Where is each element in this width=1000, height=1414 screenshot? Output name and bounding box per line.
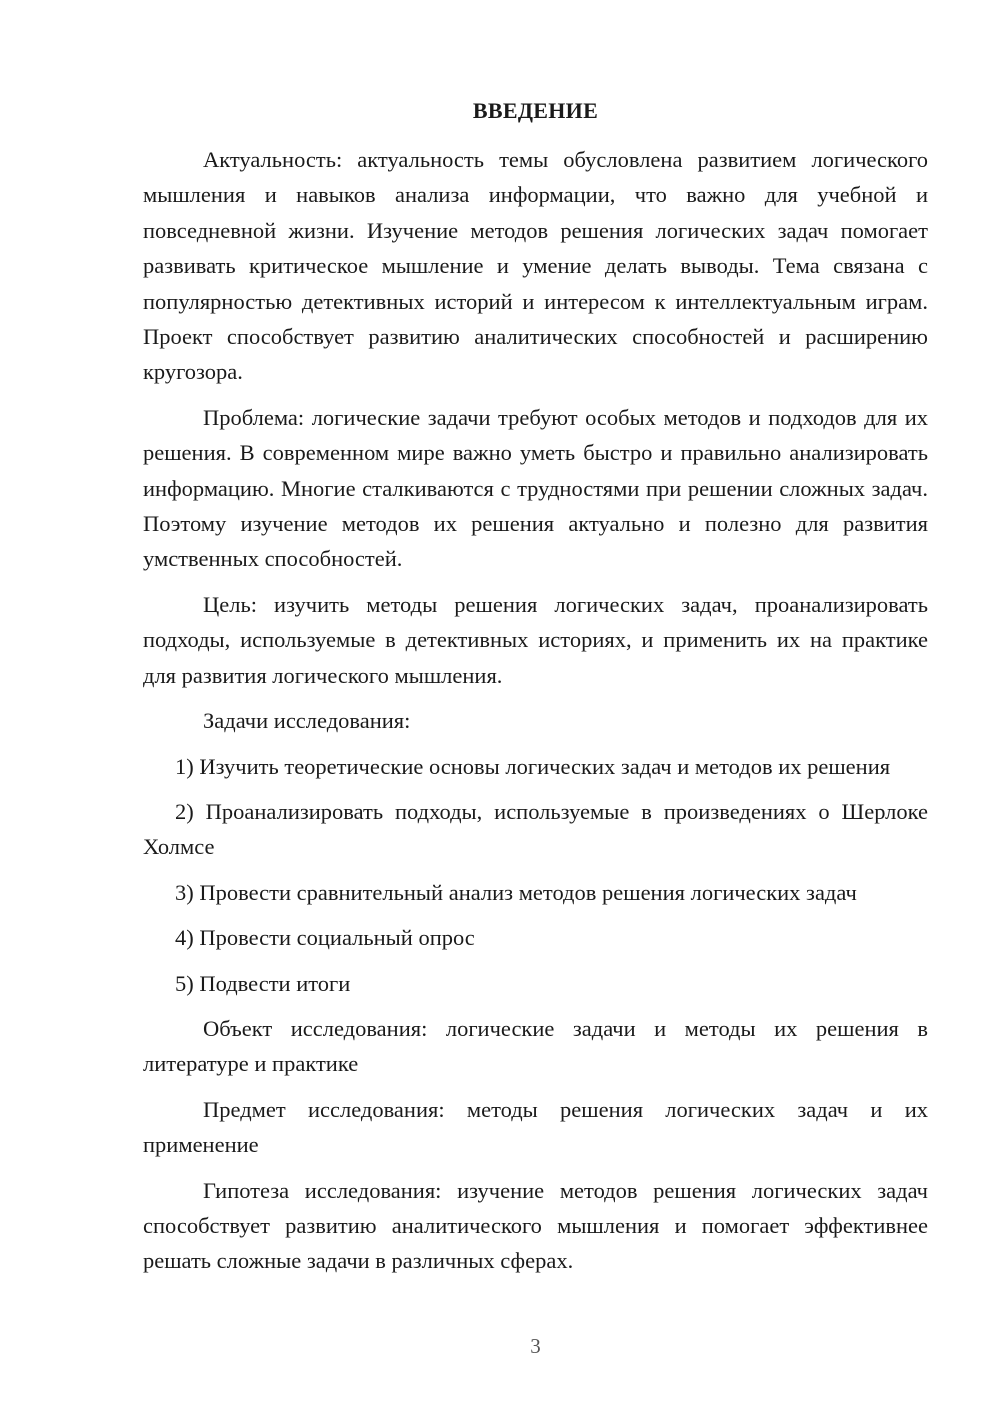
page-number: 3 — [530, 1334, 541, 1358]
paragraph-relevance: Актуальность: актуальность темы обусловлена развитием логического мышления и навыков анализа информации, что важно для учебной и повседневной жизни. Изучение методов решения логических задач помогает развивать критическое мышление и умение делать выводы. Тема связана с популярностью детективных историй и интересом к интеллектуальным играм. Проект способствует развитию аналитических способностей и расширению кругозора. — [143, 147, 928, 385]
paragraph-hypothesis: Гипотеза исследования: изучение методов решения логических задач способствует развитию аналитического мышления и помогает эффективнее решать сложные задачи в различных сферах. — [143, 1177, 928, 1274]
document-page — [143, 0, 928, 1414]
task-item-3: 3) Провести сравнительный анализ методов решения логических задач — [175, 879, 857, 905]
page-title: ВВЕДЕНИЕ — [472, 98, 599, 123]
task-item-2: 2) Проанализировать подходы, используемые в произведениях о Шерлоке Холмсе — [143, 798, 928, 860]
paragraph-problem: Проблема: логические задачи требуют особых методов и подходов для их решения. В современном мире важно уметь быстро и правильно анализировать информацию. Многие сталкиваются с трудностями при решении сложных задач. Поэтому изучение методов их решения актуально и полезно для развития умственных способностей. — [143, 404, 928, 572]
task-item-4: 4) Провести социальный опрос — [175, 925, 475, 951]
paragraph-goal: Цель: изучить методы решения логических задач, проанализировать подходы, используемые в детективных историях, и применить их на практике для развития логического мышления. — [143, 591, 928, 688]
tasks-heading: Задачи исследования: — [203, 708, 411, 734]
task-item-1: 1) Изучить теоретические основы логических задач и методов их решения — [175, 753, 891, 779]
task-item-5: 5) Подвести итоги — [175, 970, 351, 996]
paragraph-subject: Предмет исследования: методы решения логических задач и их применение — [143, 1096, 928, 1158]
document-body — [143, 142, 928, 1289]
paragraph-object: Объект исследования: логические задачи и методы их решения в литературе и практике — [143, 1015, 928, 1077]
